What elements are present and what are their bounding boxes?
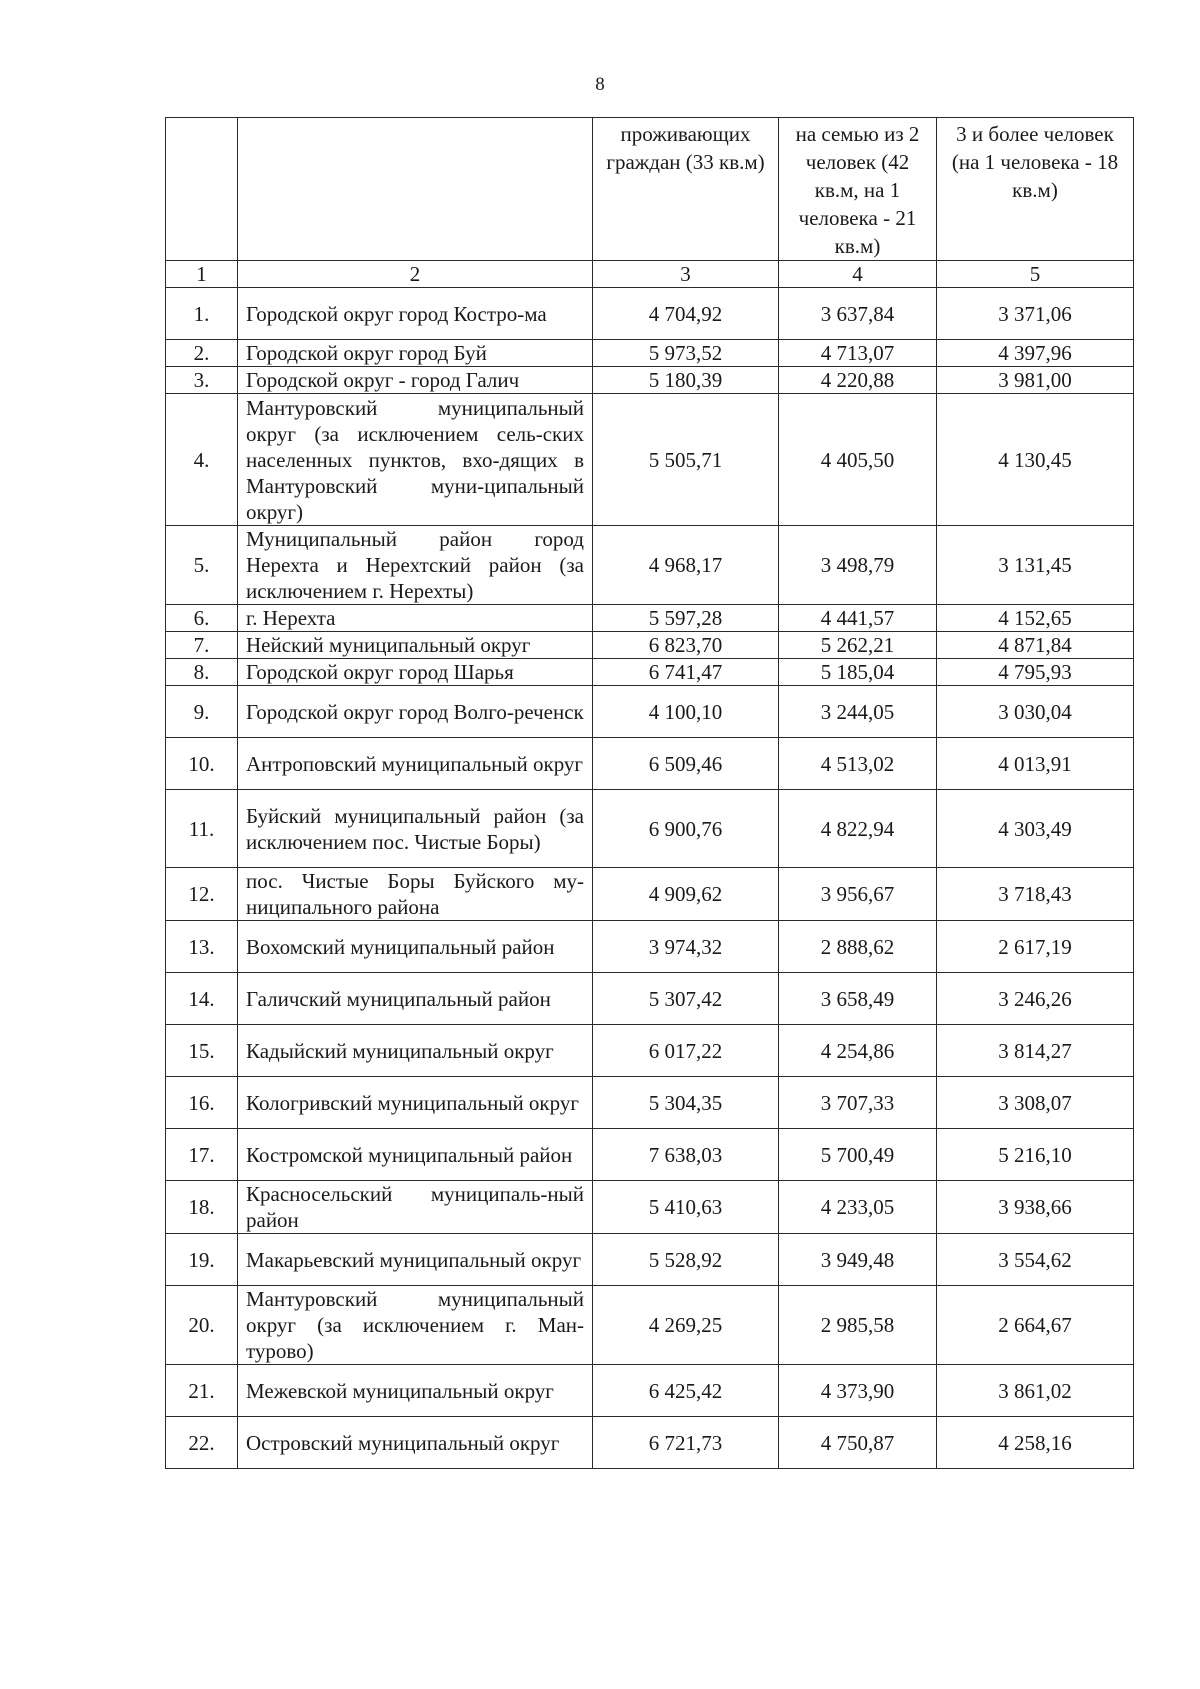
column-number: 3 — [593, 261, 779, 288]
value-family-of-two: 3 498,79 — [779, 526, 937, 605]
header-cell-4: на семью из 2 человек (42 кв.м, на 1 человека - 21 кв.м) — [779, 118, 937, 261]
municipality-name: Мантуровский муниципальный округ (за исключением г. Ман-турово) — [238, 1286, 593, 1365]
value-family-of-two: 4 220,88 — [779, 367, 937, 394]
table-row — [166, 632, 1134, 659]
value-family-three-plus: 2 664,67 — [937, 1286, 1134, 1365]
row-number: 9. — [166, 686, 238, 738]
value-family-of-two: 3 658,49 — [779, 973, 937, 1025]
value-family-three-plus: 4 013,91 — [937, 738, 1134, 790]
value-single: 4 909,62 — [593, 868, 779, 921]
row-number: 4. — [166, 394, 238, 526]
value-family-of-two: 3 949,48 — [779, 1234, 937, 1286]
value-single: 6 741,47 — [593, 659, 779, 686]
value-single: 5 528,92 — [593, 1234, 779, 1286]
value-family-of-two: 5 262,21 — [779, 632, 937, 659]
value-single: 5 304,35 — [593, 1077, 779, 1129]
value-family-of-two: 4 373,90 — [779, 1365, 937, 1417]
municipality-name: пос. Чистые Боры Буйского му-ниципального района — [238, 868, 593, 921]
table-row — [166, 973, 1134, 1025]
value-family-three-plus: 4 871,84 — [937, 632, 1134, 659]
table-row — [166, 605, 1134, 632]
table-row — [166, 367, 1134, 394]
table-row — [166, 1417, 1134, 1469]
municipality-name: Буйский муниципальный район (за исключением пос. Чистые Боры) — [238, 790, 593, 868]
value-family-of-two: 2 985,58 — [779, 1286, 937, 1365]
value-family-of-two: 4 405,50 — [779, 394, 937, 526]
table-row — [166, 1129, 1134, 1181]
table-row — [166, 288, 1134, 340]
row-number: 7. — [166, 632, 238, 659]
value-family-three-plus: 3 554,62 — [937, 1234, 1134, 1286]
municipality-name: г. Нерехта — [238, 605, 593, 632]
value-family-three-plus: 3 030,04 — [937, 686, 1134, 738]
table-row — [166, 686, 1134, 738]
table-row — [166, 1365, 1134, 1417]
table-row — [166, 340, 1134, 367]
value-family-of-two: 5 700,49 — [779, 1129, 937, 1181]
value-family-three-plus: 3 308,07 — [937, 1077, 1134, 1129]
value-family-three-plus: 3 861,02 — [937, 1365, 1134, 1417]
value-single: 4 100,10 — [593, 686, 779, 738]
value-family-of-two: 4 513,02 — [779, 738, 937, 790]
value-single: 4 704,92 — [593, 288, 779, 340]
municipality-name: Городской округ город Шарья — [238, 659, 593, 686]
table-row — [166, 738, 1134, 790]
value-family-three-plus: 3 981,00 — [937, 367, 1134, 394]
row-number: 14. — [166, 973, 238, 1025]
municipality-name: Кадыйский муниципальный округ — [238, 1025, 593, 1077]
municipality-name: Антроповский муниципальный округ — [238, 738, 593, 790]
value-family-three-plus: 4 795,93 — [937, 659, 1134, 686]
table-row — [166, 868, 1134, 921]
value-single: 4 269,25 — [593, 1286, 779, 1365]
row-number: 2. — [166, 340, 238, 367]
column-number: 4 — [779, 261, 937, 288]
municipality-name: Межевской муниципальный округ — [238, 1365, 593, 1417]
row-number: 3. — [166, 367, 238, 394]
value-single: 6 509,46 — [593, 738, 779, 790]
value-family-of-two: 2 888,62 — [779, 921, 937, 973]
municipality-name: Островский муниципальный округ — [238, 1417, 593, 1469]
value-single: 5 505,71 — [593, 394, 779, 526]
value-family-three-plus: 3 371,06 — [937, 288, 1134, 340]
value-family-of-two: 3 707,33 — [779, 1077, 937, 1129]
row-number: 20. — [166, 1286, 238, 1365]
column-number-row — [166, 261, 1134, 288]
value-single: 6 721,73 — [593, 1417, 779, 1469]
row-number: 18. — [166, 1181, 238, 1234]
table-row — [166, 394, 1134, 526]
value-single: 5 410,63 — [593, 1181, 779, 1234]
value-family-three-plus: 3 131,45 — [937, 526, 1134, 605]
value-family-of-two: 3 244,05 — [779, 686, 937, 738]
row-number: 8. — [166, 659, 238, 686]
municipality-name: Макарьевский муниципальный округ — [238, 1234, 593, 1286]
row-number: 22. — [166, 1417, 238, 1469]
row-number: 15. — [166, 1025, 238, 1077]
value-family-of-two: 3 637,84 — [779, 288, 937, 340]
header-cell-5: 3 и более человек (на 1 человека - 18 кв.м) — [937, 118, 1134, 261]
value-family-of-two: 4 750,87 — [779, 1417, 937, 1469]
value-family-of-two: 4 233,05 — [779, 1181, 937, 1234]
municipality-name: Нейский муниципальный округ — [238, 632, 593, 659]
table-header-row — [166, 118, 1134, 261]
value-single: 5 307,42 — [593, 973, 779, 1025]
value-family-three-plus: 3 246,26 — [937, 973, 1134, 1025]
table-row — [166, 1181, 1134, 1234]
municipality-name: Красносельский муниципаль-ный район — [238, 1181, 593, 1234]
value-family-three-plus: 2 617,19 — [937, 921, 1134, 973]
municipality-name: Костромской муниципальный район — [238, 1129, 593, 1181]
value-single: 6 425,42 — [593, 1365, 779, 1417]
row-number: 12. — [166, 868, 238, 921]
value-family-three-plus: 4 303,49 — [937, 790, 1134, 868]
table-row — [166, 790, 1134, 868]
column-number: 1 — [166, 261, 238, 288]
value-family-three-plus: 4 397,96 — [937, 340, 1134, 367]
municipality-name: Мантуровский муниципальный округ (за исключением сель-ских населенных пунктов, вхо-дящих в Мантуровский муни-ципальный округ) — [238, 394, 593, 526]
header-cell-1 — [166, 118, 238, 261]
header-cell-3: проживающих граждан (33 кв.м) — [593, 118, 779, 261]
value-single: 4 968,17 — [593, 526, 779, 605]
value-family-of-two: 4 822,94 — [779, 790, 937, 868]
municipality-name: Городской округ - город Галич — [238, 367, 593, 394]
value-family-three-plus: 5 216,10 — [937, 1129, 1134, 1181]
value-family-of-two: 4 254,86 — [779, 1025, 937, 1077]
row-number: 11. — [166, 790, 238, 868]
table-row — [166, 1077, 1134, 1129]
row-number: 5. — [166, 526, 238, 605]
page-number: 8 — [595, 74, 605, 95]
municipality-name: Кологривский муниципальный округ — [238, 1077, 593, 1129]
value-single: 6 823,70 — [593, 632, 779, 659]
table-row — [166, 659, 1134, 686]
row-number: 21. — [166, 1365, 238, 1417]
value-single: 5 973,52 — [593, 340, 779, 367]
value-family-of-two: 3 956,67 — [779, 868, 937, 921]
value-single: 6 017,22 — [593, 1025, 779, 1077]
value-family-three-plus: 3 814,27 — [937, 1025, 1134, 1077]
municipality-name: Вохомский муниципальный район — [238, 921, 593, 973]
municipality-name: Городской округ город Волго-реченск — [238, 686, 593, 738]
table-row — [166, 1025, 1134, 1077]
row-number: 1. — [166, 288, 238, 340]
row-number: 19. — [166, 1234, 238, 1286]
column-number: 5 — [937, 261, 1134, 288]
value-family-three-plus: 4 152,65 — [937, 605, 1134, 632]
municipality-name: Муниципальный район город Нерехта и Нерехтский район (за исключением г. Нерехты) — [238, 526, 593, 605]
value-family-three-plus: 3 718,43 — [937, 868, 1134, 921]
row-number: 10. — [166, 738, 238, 790]
value-single: 5 180,39 — [593, 367, 779, 394]
value-family-three-plus: 4 258,16 — [937, 1417, 1134, 1469]
row-number: 6. — [166, 605, 238, 632]
table-row — [166, 921, 1134, 973]
value-single: 3 974,32 — [593, 921, 779, 973]
value-family-of-two: 5 185,04 — [779, 659, 937, 686]
row-number: 17. — [166, 1129, 238, 1181]
value-single: 5 597,28 — [593, 605, 779, 632]
municipality-name: Городской округ город Буй — [238, 340, 593, 367]
value-single: 6 900,76 — [593, 790, 779, 868]
value-family-three-plus: 4 130,45 — [937, 394, 1134, 526]
table-row — [166, 1234, 1134, 1286]
value-single: 7 638,03 — [593, 1129, 779, 1181]
header-cell-2 — [238, 118, 593, 261]
row-number: 13. — [166, 921, 238, 973]
column-number: 2 — [238, 261, 593, 288]
table-row — [166, 526, 1134, 605]
municipality-name: Городской округ город Костро-ма — [238, 288, 593, 340]
housing-cost-table — [165, 117, 1134, 1469]
municipality-name: Галичский муниципальный район — [238, 973, 593, 1025]
value-family-of-two: 4 441,57 — [779, 605, 937, 632]
value-family-of-two: 4 713,07 — [779, 340, 937, 367]
table-row — [166, 1286, 1134, 1365]
row-number: 16. — [166, 1077, 238, 1129]
value-family-three-plus: 3 938,66 — [937, 1181, 1134, 1234]
